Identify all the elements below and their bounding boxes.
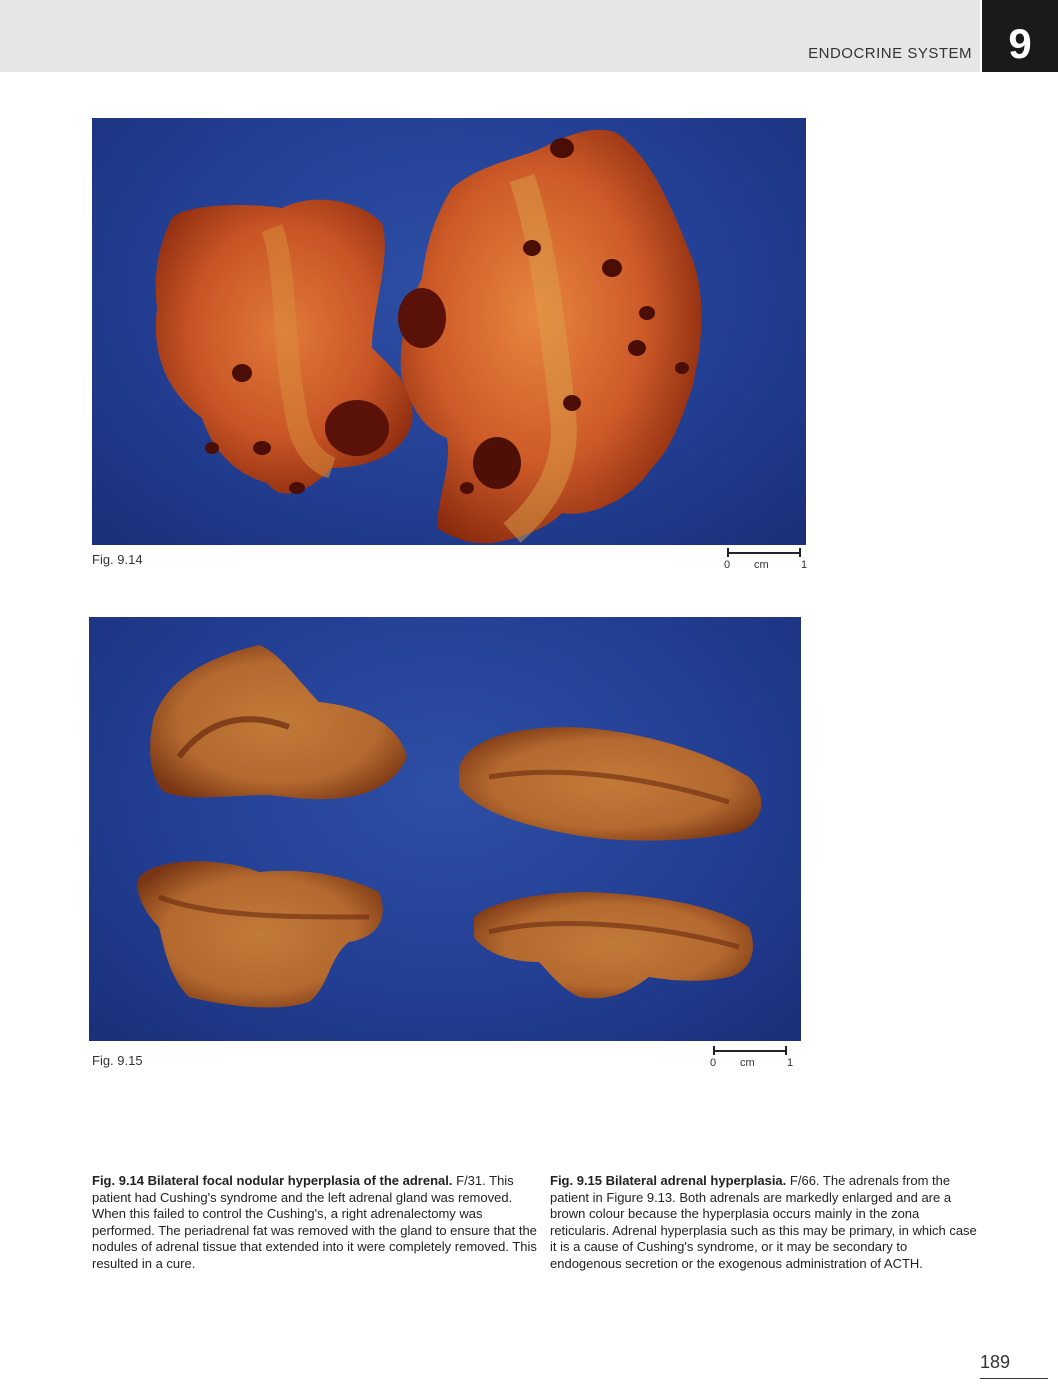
figure-9-15-scale-bar (708, 1046, 798, 1072)
figure-9-14-caption (92, 1173, 540, 1273)
top-right-adrenal-slice (459, 727, 761, 841)
scale-end-label: 1 (801, 559, 808, 571)
page-number: 189 (980, 1352, 1011, 1372)
caption-title: Fig. 9.14 Bilateral focal nodular hyperplasia of the adrenal. (92, 1173, 453, 1188)
bottom-left-adrenal-slice (138, 861, 383, 1007)
scale-start-label: 0 (724, 559, 731, 571)
figure-9-14-scale-bar (722, 548, 812, 574)
scale-start-label: 0 (710, 1057, 717, 1069)
bottom-right-adrenal-slice (474, 892, 753, 998)
page-number-rule (980, 1378, 1048, 1379)
caption-title: Fig. 9.15 Bilateral adrenal hyperplasia. (550, 1173, 787, 1188)
caption-body: F/31. This patient had Cushing's syndrome and the left adrenal gland was removed. When this failed to control the Cushing's, a right adrenalectomy was performed. The periadrenal fat was removed with the gland to ensure that the nodules of adrenal tissue that extended into it were completely removed. This resulted in a cure. (92, 1173, 537, 1271)
figure-9-14-label: Fig. 9.14 (92, 552, 143, 567)
scale-end-label: 1 (787, 1057, 794, 1069)
caption-body: F/66. The adrenals from the patient in Figure 9.13. Both adrenals are markedly enlarged and are a brown colour because the hyperplasia occurs mainly in the zona reticularis. Adrenal hyperplasia such as this may be primary, in which case it is a cause of Cushing's syndrome, or it may be secondary to endogenous secretion or the exogenous administration of ACTH. (550, 1173, 977, 1271)
chapter-number-badge: 9 (982, 0, 1058, 72)
figure-9-15-photo (89, 617, 801, 1041)
figure-9-14-photo (92, 118, 806, 545)
figure-9-15-label: Fig. 9.15 (92, 1053, 143, 1068)
scale-unit-label: cm (754, 559, 769, 571)
scale-unit-label: cm (740, 1057, 755, 1069)
section-label: ENDOCRINE SYSTEM (808, 45, 972, 62)
figure-9-15-caption (550, 1173, 980, 1273)
